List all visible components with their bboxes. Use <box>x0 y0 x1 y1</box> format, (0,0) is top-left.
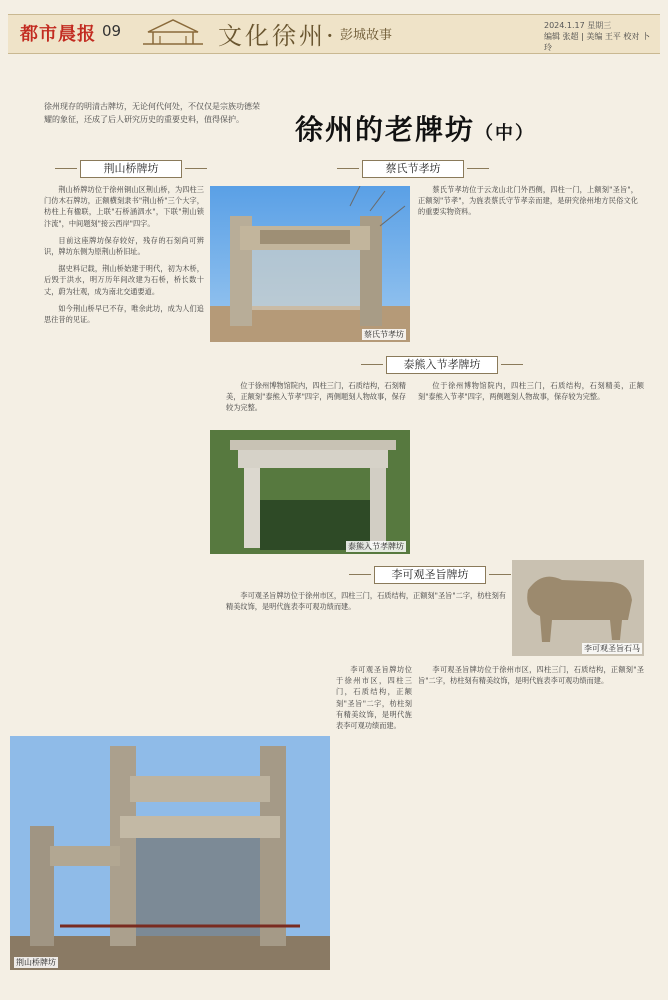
paragraph: 李可观圣旨牌坊位于徐州市区，四柱三门，石质结构，正额刻"圣旨"二字，枋柱刻有精美纹饰，是明代旌表李可观功绩而建。 <box>226 591 506 612</box>
photo-caption: 泰熊入节孝牌坊 <box>348 542 404 551</box>
column-jingshan-text <box>44 184 204 700</box>
paragraph: 位于徐州博物馆院内，四柱三门，石质结构，石刻精美，正额刻"泰熊入节孝"四字，两侧题刻人物故事，保存较为完整。 <box>418 381 644 402</box>
article-headline: 徐州的老牌坊（中） <box>295 113 536 146</box>
photo-jingshan-arch <box>10 736 330 970</box>
subhead-jingshan: 荆山桥牌坊 <box>80 160 182 178</box>
photo-caption: 荆山桥牌坊 <box>16 958 56 967</box>
photo-taixiong-arch <box>210 430 410 554</box>
pavilion-ornament-icon <box>138 14 208 48</box>
article-lede: 徐州现存的明清古牌坊，无论何代何处，不仅仅是宗族功德荣耀的象征，还成了后人研究历史的重要史料，值得保护。 <box>44 102 260 124</box>
paragraph: 蔡氏节孝坊位于云龙山北门外西侧，四柱一门，上额刻"圣旨"，正额刻"节孝"，为旌表蔡氏守节孝亲而建，是研究徐州地方民俗文化的重要实物资料。 <box>418 185 638 217</box>
page-number: 09 <box>102 22 122 40</box>
stone-arch-illustration <box>210 186 410 342</box>
paragraph: 目前这座牌坊保存较好，残存的石刻尚可辨识，牌坊东侧为原荆山桥旧址。 <box>44 235 204 257</box>
column-taixiong-text-a <box>226 380 406 420</box>
subhead-likeguan: 李可观圣旨牌坊 <box>374 566 486 584</box>
section-subtitle: 彭城故事 <box>340 28 393 43</box>
paragraph: 李可观圣旨牌坊位于徐州市区，四柱三门，石质结构，正额刻"圣旨"二字，枋柱刻有精美纹饰，是明代旌表李可观功绩而建。 <box>336 665 412 731</box>
paragraph: 荆山桥牌坊位于徐州铜山区荆山桥，为四柱三门仿木石牌坊，正额横刻隶书"荆山桥"三个大字，枋柱上有楹联，上联"石桥涵泗水"，下联"荆山锁汴流"，中间题刻"接云西岸"四字。 <box>44 185 204 228</box>
paragraph: 据史料记载，荆山桥始建于明代，初为木桥，后毁于洪水，明万历年间改建为石桥，桥长数十丈，蔚为壮观，成为南北交通要道。 <box>44 264 204 296</box>
column-likeguan-text <box>226 590 506 650</box>
photo-stone-horse <box>512 560 644 656</box>
column-likeguan-text-c <box>336 664 412 980</box>
subhead-caishi: 蔡氏节孝坊 <box>362 160 464 178</box>
photo-caption: 蔡氏节孝坊 <box>364 330 404 339</box>
page-header <box>8 8 660 64</box>
paragraph: 李可观圣旨牌坊位于徐州市区，四柱三门，石质结构，正额刻"圣旨"二字，枋柱刻有精美纹饰，是明代旌表李可观功绩而建。 <box>418 665 644 686</box>
column-taixiong-text-b <box>418 380 644 556</box>
staff-credits: 编辑 张超 | 美编 王平 校对 卜玲 <box>544 32 650 52</box>
issue-meta <box>544 20 654 53</box>
column-caishi-text <box>418 184 638 344</box>
photo-caishi-arch <box>210 186 410 342</box>
paragraph: 位于徐州博物馆院内，四柱三门，石质结构，石刻精美，正额刻"泰熊入节孝"四字，两侧题刻人物故事，保存较为完整。 <box>226 381 406 413</box>
carved-arch-illustration <box>210 430 410 554</box>
jingshan-arch-illustration <box>10 736 330 970</box>
section-title: 文化徐州· <box>218 22 337 50</box>
issue-date: 2024.1.17 星期三 <box>544 21 612 30</box>
column-likeguan-text-b <box>418 664 644 980</box>
paragraph: 如今荆山桥早已不存，唯余此坊，成为人们追思往昔的见证。 <box>44 303 204 325</box>
photo-caption: 李可观圣旨石马 <box>584 644 640 653</box>
subhead-taixiong: 泰熊入节孝牌坊 <box>386 356 498 374</box>
stone-horse-illustration <box>512 560 644 656</box>
newspaper-logo: 都市晨报 <box>20 24 96 45</box>
